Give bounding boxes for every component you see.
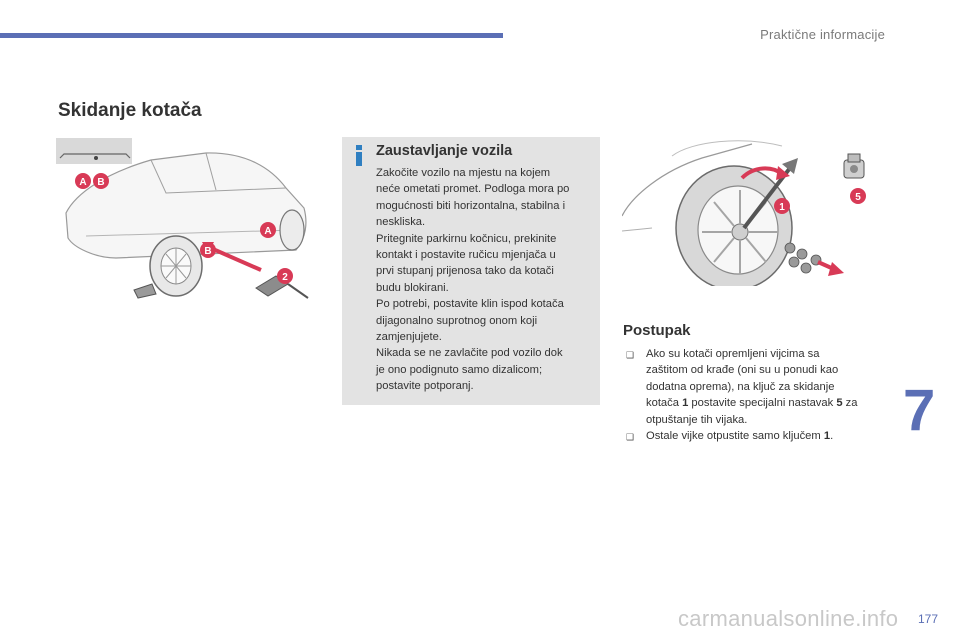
label-b-badge-top — [93, 173, 109, 189]
info-line: prvi stupanj prijenosa tako da kotači — [376, 265, 554, 278]
info-line: neskliska. — [376, 216, 426, 229]
top-accent-bar — [0, 33, 503, 38]
watermark: carmanualsonline.info — [678, 606, 899, 631]
info-line: kontakt i postavite ručicu mjenjača u — [376, 249, 556, 262]
label-a-sill: A — [264, 226, 272, 237]
procedure-list — [626, 346, 888, 444]
step-line: dodatna oprema), na ključ za skidanje — [646, 380, 835, 393]
info-icon — [354, 145, 364, 167]
label-1: 1 — [779, 202, 785, 213]
anti-theft-adapter — [844, 154, 864, 178]
step-text: Ostale vijke otpustite samo ključem — [646, 430, 824, 443]
step-text: . — [830, 430, 834, 443]
checkbox-marker-icon: ❑ — [626, 350, 635, 360]
page-number: 177 — [917, 612, 938, 626]
info-line: postavite potporanj. — [376, 380, 474, 393]
info-box — [342, 137, 600, 405]
info-line: Nikada se ne zavlačite pod vozilo dok — [376, 347, 563, 360]
step-ref-1: 1 — [682, 397, 689, 410]
info-box-text — [376, 165, 592, 395]
procedure-step — [626, 428, 888, 444]
label-5: 5 — [855, 192, 861, 203]
label-5-badge — [850, 188, 866, 204]
label-2: 2 — [282, 272, 288, 283]
page-title: Skidanje kotača — [58, 100, 202, 121]
info-box-title: Zaustavljanje vozila — [376, 143, 513, 159]
checkbox-marker-icon: ❑ — [626, 432, 635, 443]
step-ref-1: 1 — [823, 430, 831, 443]
car-jack-illustration — [56, 138, 316, 308]
step-text: za — [842, 397, 858, 410]
info-line: neće ometati promet. Podloga mora po — [376, 183, 570, 196]
procedure-step — [626, 346, 888, 428]
section-header: Praktične informacije — [760, 27, 885, 42]
step-line: otpuštanje tih vijaka. — [646, 413, 748, 426]
step-text: postavite specijalni nastavak — [688, 397, 837, 410]
wheel-bolts-illustration — [622, 136, 874, 286]
label-b-wheel: B — [204, 246, 212, 257]
chapter-number: 7 — [903, 378, 936, 443]
info-line: dijagonalno suprotnog onom koji — [376, 314, 538, 327]
label-b-badge-wheel — [200, 242, 216, 258]
step-line: Ako su kotači opremljeni vijcima sa — [646, 348, 820, 360]
step-text: kotača — [646, 397, 683, 410]
info-line: Po potrebi, postavite klin ispod kotača — [376, 298, 564, 311]
info-line: je ono podignuto samo dizalicom; — [376, 363, 543, 376]
info-line: zamjenjujete. — [376, 331, 442, 344]
label-a-badge-sill — [260, 222, 276, 238]
inset-detail-background — [56, 138, 132, 164]
label-a-top: A — [79, 177, 87, 188]
label-b-top: B — [97, 177, 105, 188]
info-line: mogućnosti biti horizontalna, stabilna i — [376, 199, 566, 212]
step-ref-5: 5 — [836, 397, 843, 410]
label-1-badge — [774, 198, 790, 214]
info-line: Pritegnite parkirnu kočnicu, prekinite — [376, 232, 557, 245]
step-line — [646, 395, 888, 411]
info-line: Zakočite vozilo na mjestu na kojem — [376, 167, 551, 179]
step-line: zaštitom od krađe (oni su u ponudi kao — [646, 364, 839, 377]
procedure-title: Postupak — [623, 322, 691, 339]
label-a-badge-top — [75, 173, 91, 189]
info-line: budu blokirani. — [376, 281, 449, 294]
label-2-badge — [277, 268, 293, 284]
